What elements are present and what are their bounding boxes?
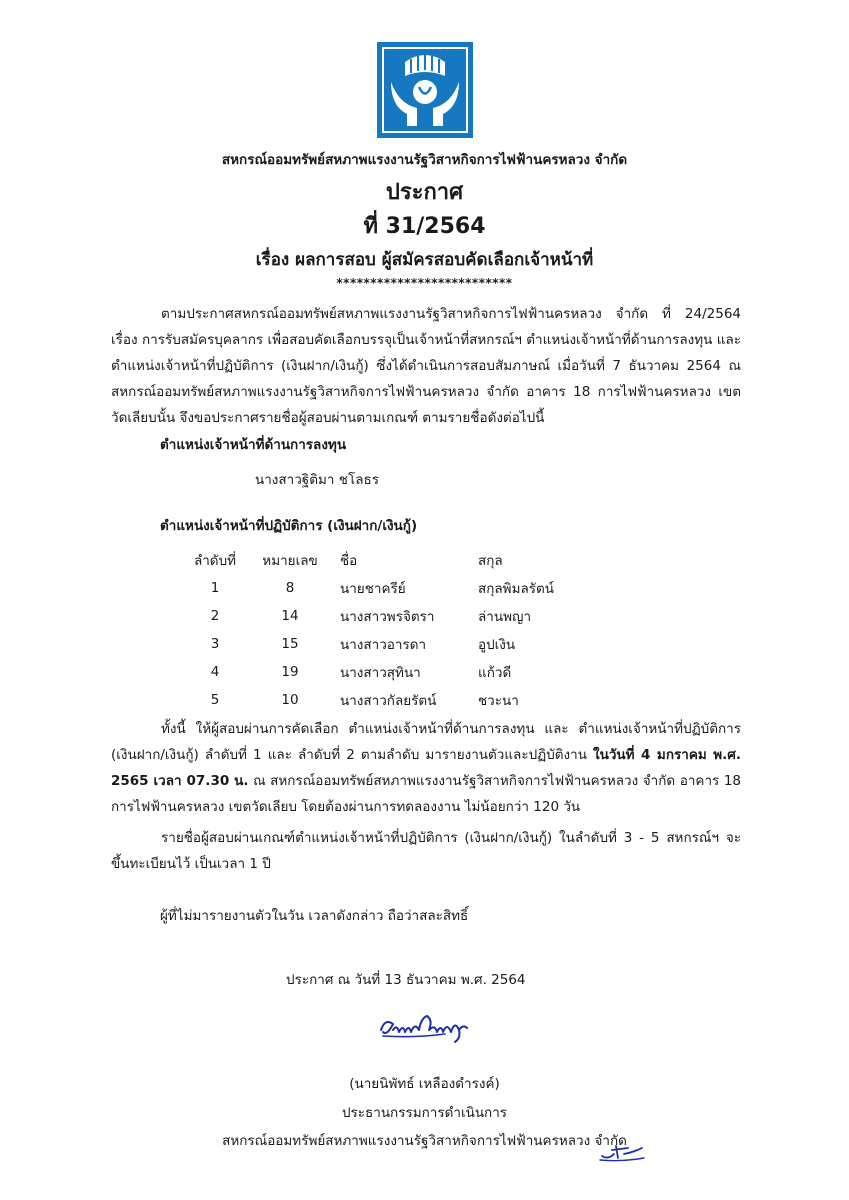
cell-number: 14	[281, 608, 299, 624]
handwritten-signature	[375, 1008, 475, 1048]
position-operations-title: ตำแหน่งเจ้าหน้าที่ปฏิบัติการ (เงินฝาก/เงินกู้)	[160, 518, 418, 534]
signatory-role: ประธานกรรมการดำเนินการ	[341, 1105, 508, 1121]
cell-number: 8	[285, 580, 295, 596]
cell-first-name: นางสาวสุทินา	[340, 665, 421, 681]
table-row	[180, 574, 598, 602]
table-row	[180, 602, 598, 630]
report-date-emphasis: ในวันที่ 4 มกราคม พ.ศ. 2565 เวลา 07.30 น.	[111, 747, 741, 789]
register-paragraph: รายชื่อผู้สอบผ่านเกณฑ์ตำแหน่งเจ้าหน้าที่ปฏิบัติการ (เงินฝาก/เงินกู้) ในลำดับที่ 3 - 5 สหกรณ์ฯ จะขึ้นทะเบียนไว้ เป็นเวลา 1 ปี	[111, 830, 741, 872]
cell-last-name: ล่านพญา	[478, 609, 532, 625]
signatory-org: สหกรณ์ออมทรัพย์สหภาพแรงงานรัฐวิสาหกิจการไฟฟ้านครหลวง จำกัด	[222, 1133, 627, 1149]
header-first-name: ชื่อ	[340, 553, 358, 569]
candidates-table	[180, 546, 598, 714]
cell-first-name: นางสาวอารดา	[340, 637, 427, 653]
announcement-subject: เรื่อง ผลการสอบ ผู้สมัครสอบคัดเลือกเจ้าหน้าที่	[255, 250, 594, 270]
report-text-1: ทั้งนี้ ให้ผู้สอบผ่านการคัดเลือก ตำแหน่งเจ้าหน้าที่ด้านการลงทุน และ ตำแหน่งเจ้าหน้าที่ปฏิบัติการ (เงินฝาก/เงินกู้) ลำดับที่ 1 และ ลำดับที่ 2 ตามลำดับ มารายงานตัวและปฏิบัติงาน	[111, 721, 741, 763]
cell-last-name: อูปเงิน	[478, 637, 516, 653]
cell-last-name: สกุลพิมลรัตน์	[478, 581, 555, 597]
cooperative-logo-icon	[377, 42, 473, 138]
table-row	[180, 658, 598, 686]
separator-line: **************************	[336, 276, 513, 290]
cell-order: 1	[210, 580, 220, 596]
position-investment-name: นางสาวฐิติมา ชโลธร	[255, 472, 379, 488]
handwritten-initial	[598, 1138, 646, 1164]
cell-last-name: ชวะนา	[478, 693, 519, 709]
announcement-title: ประกาศ	[385, 180, 464, 205]
report-text-2: ณ สหกรณ์ออมทรัพย์สหภาพแรงงานรัฐวิสาหกิจการไฟฟ้านครหลวง จำกัด อาคาร 18 การไฟฟ้านครหลวง เขตวัดเลียบ โดยต้องผ่านการทดลองงาน ไม่น้อยกว่า 120 วัน	[111, 773, 742, 815]
cell-first-name: นางสาวพรจิตรา	[340, 609, 435, 625]
cell-number: 19	[281, 664, 299, 680]
table-row	[180, 630, 598, 658]
cell-last-name: แก้วดี	[478, 665, 512, 681]
cell-first-name: นางสาวกัลยรัตน์	[340, 693, 437, 709]
table-header-row	[180, 546, 598, 574]
org-header: สหกรณ์ออมทรัพย์สหภาพแรงงานรัฐวิสาหกิจการไฟฟ้านครหลวง จำกัด	[221, 152, 628, 168]
cell-number: 10	[281, 692, 299, 708]
header-number: หมายเลข	[262, 553, 318, 569]
cell-order: 2	[210, 608, 220, 624]
header-order: ลำดับที่	[193, 553, 237, 569]
announce-date: ประกาศ ณ วันที่ 13 ธันวาคม พ.ศ. 2564	[286, 972, 526, 988]
table-row	[180, 686, 598, 714]
cell-number: 15	[281, 636, 299, 652]
position-investment-title: ตำแหน่งเจ้าหน้าที่ด้านการลงทุน	[160, 437, 347, 453]
forfeit-note: ผู้ที่ไม่มารายงานตัวในวัน เวลาดังกล่าว ถือว่าสละสิทธิ์	[160, 908, 469, 924]
cell-order: 3	[210, 636, 220, 652]
cell-order: 5	[210, 692, 220, 708]
signatory-name: (นายนิพัทธ์ เหลืองดำรงค์)	[349, 1076, 500, 1092]
cell-order: 4	[210, 664, 220, 680]
report-paragraph	[111, 716, 741, 820]
header-last-name: สกุล	[478, 553, 503, 569]
intro-paragraph: ตามประกาศสหกรณ์ออมทรัพย์สหภาพแรงงานรัฐวิสาหกิจการไฟฟ้านครหลวง จำกัด ที่ 24/2564 เรื่อง การรับสมัครบุคลากร เพื่อสอบคัดเลือกบรรจุเป็นเจ้าหน้าที่สหกรณ์ฯ ตำแหน่งเจ้าหน้าที่ด้านการลงทุน และ ตำแหน่งเจ้าหน้าที่ปฏิบัติการ (เงินฝาก/เงินกู้) ซึ่งได้ดำเนินการสอบสัมภาษณ์ เมื่อวันที่ 7 ธันวาคม 2564 ณ สหกรณ์ออมทรัพย์สหภาพแรงงานรัฐวิสาหกิจการไฟฟ้านครหลวง จำกัด อาคาร 18 การไฟฟ้านครหลวง เขตวัดเลียบนั้น จึงขอประกาศรายชื่อผู้สอบผ่านตามเกณฑ์ ตามรายชื่อดังต่อไปนี้	[111, 306, 741, 426]
announcement-number: ที่ 31/2564	[363, 214, 486, 239]
cell-first-name: นายชาครีย์	[340, 581, 406, 597]
